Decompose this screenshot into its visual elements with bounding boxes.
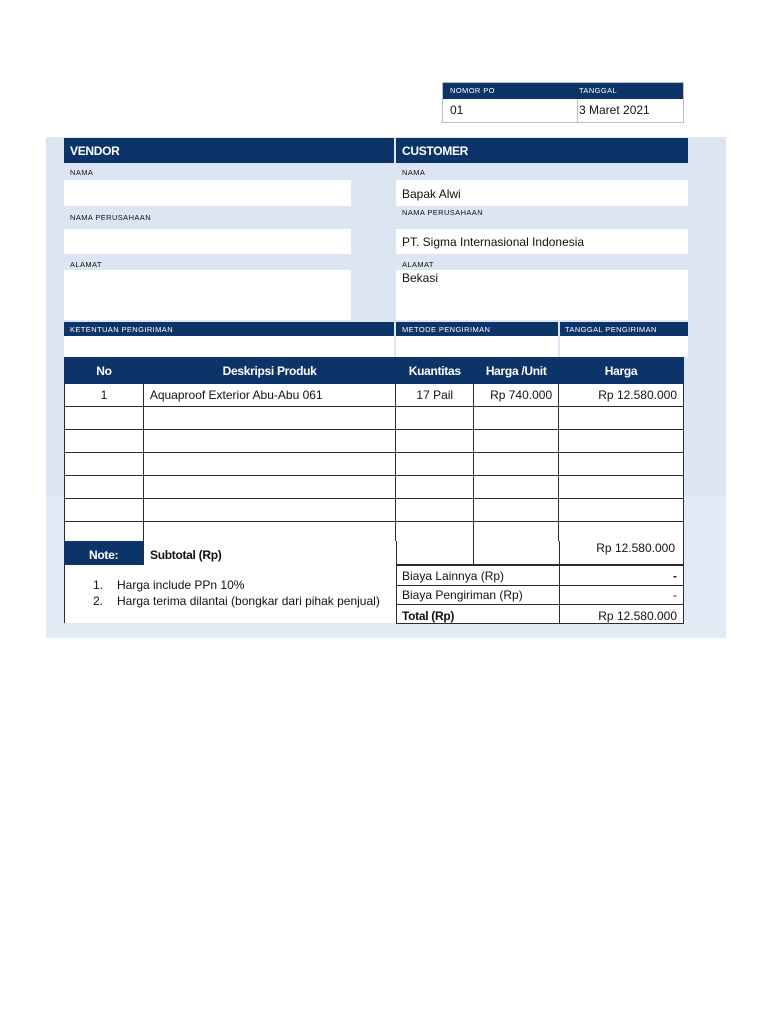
customer-name-value: Bapak Alwi	[402, 187, 461, 201]
column-header-no: No	[65, 358, 144, 384]
po-header-bar	[443, 83, 683, 99]
cell-price[interactable]	[559, 476, 684, 499]
cell-quantity[interactable]	[396, 407, 474, 430]
customer-address-label: ALAMAT	[402, 260, 434, 269]
shipping-method-field[interactable]	[396, 336, 558, 357]
cell-quantity[interactable]	[396, 430, 474, 453]
customer-address-value: Bekasi	[402, 271, 439, 285]
other-costs-value[interactable]: -	[673, 569, 677, 583]
cell-description[interactable]	[143, 499, 395, 522]
cell-no[interactable]	[65, 453, 144, 476]
po-date-value[interactable]: 3 Maret 2021	[579, 103, 650, 117]
cell-price[interactable]	[559, 453, 684, 476]
customer-name-field[interactable]	[396, 180, 688, 206]
vendor-header	[64, 138, 394, 163]
note-item-1: 1. Harga include PPn 10%	[93, 578, 245, 592]
totals-divider	[559, 566, 560, 623]
shipping-date-field[interactable]	[560, 336, 688, 357]
cell-unit-price[interactable]	[474, 476, 559, 499]
cell-description[interactable]	[143, 476, 395, 499]
shipping-method-header: METODE PENGIRIMAN	[396, 322, 558, 336]
cell-no[interactable]	[65, 499, 144, 522]
cell-description[interactable]	[143, 453, 395, 476]
shipping-date-header: TANGGAL PENGIRIMAN	[560, 322, 688, 336]
customer-header	[396, 138, 688, 163]
column-header-price: Harga	[559, 358, 684, 384]
customer-title: CUSTOMER	[402, 144, 469, 158]
note-item-2: 2. Harga terima dilantai (bongkar dari pihak penjual)	[93, 594, 380, 608]
cell-no[interactable]	[65, 476, 144, 499]
po-number-label: NOMOR PO	[450, 86, 495, 95]
totals-line-2	[397, 604, 683, 605]
subtotal-label-cell	[143, 541, 396, 565]
table-row	[65, 407, 684, 430]
customer-company-value: PT. Sigma Internasional Indonesia	[402, 235, 585, 249]
cell-unit-price[interactable]	[474, 430, 559, 453]
cell-no[interactable]	[65, 430, 144, 453]
cell-quantity[interactable]: 17 Pail	[396, 384, 474, 407]
cell-price[interactable]: Rp 12.580.000	[559, 384, 684, 407]
totals-line-1	[397, 585, 683, 586]
po-divider	[577, 99, 578, 122]
vendor-title: VENDOR	[70, 144, 120, 158]
cell-unit-price[interactable]	[474, 407, 559, 430]
column-header-description: Deskripsi Produk	[143, 358, 395, 384]
vendor-address-field[interactable]	[64, 270, 351, 320]
vendor-address-label: ALAMAT	[70, 260, 102, 269]
cell-description[interactable]	[143, 407, 395, 430]
cell-description[interactable]	[143, 430, 395, 453]
po-date-label: TANGGAL	[579, 86, 618, 95]
subtotal-empty-cell-1	[396, 541, 474, 565]
table-header-row	[65, 358, 684, 384]
table-row	[65, 476, 684, 499]
cell-price[interactable]	[559, 499, 684, 522]
customer-company-label: NAMA PERUSAHAAN	[402, 208, 484, 217]
cell-quantity[interactable]	[396, 453, 474, 476]
customer-name-label: NAMA	[402, 168, 426, 177]
cell-price[interactable]	[559, 430, 684, 453]
cell-no[interactable]	[65, 407, 144, 430]
vendor-name-field[interactable]	[64, 180, 351, 206]
shipping-cost-label: Biaya Pengiriman (Rp)	[402, 588, 523, 602]
vendor-company-label: NAMA PERUSAHAAN	[70, 213, 152, 222]
notes-area	[64, 565, 396, 623]
po-info-box	[442, 82, 684, 123]
shipping-terms-field[interactable]	[64, 336, 394, 357]
vendor-company-field[interactable]	[64, 229, 351, 254]
total-value[interactable]: Rp 12.580.000	[598, 609, 677, 623]
cell-no[interactable]: 1	[65, 384, 144, 407]
table-row	[65, 430, 684, 453]
shipping-cost-value[interactable]: -	[673, 588, 677, 602]
column-header-quantity: Kuantitas	[396, 358, 474, 384]
table-row	[65, 453, 684, 476]
cell-quantity[interactable]	[396, 476, 474, 499]
totals-block	[396, 565, 684, 624]
cell-price[interactable]	[559, 407, 684, 430]
subtotal-value[interactable]: Rp 12.580.000	[596, 541, 675, 555]
cell-unit-price[interactable]: Rp 740.000	[474, 384, 559, 407]
customer-address-field[interactable]	[396, 270, 688, 320]
subtotal-label: Subtotal (Rp)	[150, 548, 222, 562]
cell-description[interactable]: Aquaproof Exterior Abu-Abu 061	[143, 384, 395, 407]
note-header	[64, 541, 143, 565]
cell-unit-price[interactable]	[474, 453, 559, 476]
note-label: Note:	[89, 548, 119, 562]
total-label: Total (Rp)	[402, 609, 455, 623]
other-costs-label: Biaya Lainnya (Rp)	[402, 569, 505, 583]
cell-unit-price[interactable]	[474, 499, 559, 522]
table-row	[65, 499, 684, 522]
column-header-unit-price: Harga /Unit	[474, 358, 559, 384]
items-table	[64, 357, 684, 545]
subtotal-value-cell	[559, 541, 684, 565]
shipping-terms-header: KETENTUAN PENGIRIMAN	[64, 322, 394, 336]
po-number-value[interactable]: 01	[450, 103, 464, 117]
customer-company-field[interactable]	[396, 229, 688, 254]
vendor-name-label: NAMA	[70, 168, 94, 177]
cell-quantity[interactable]	[396, 499, 474, 522]
subtotal-empty-cell-2	[474, 541, 559, 565]
table-row	[65, 384, 684, 407]
